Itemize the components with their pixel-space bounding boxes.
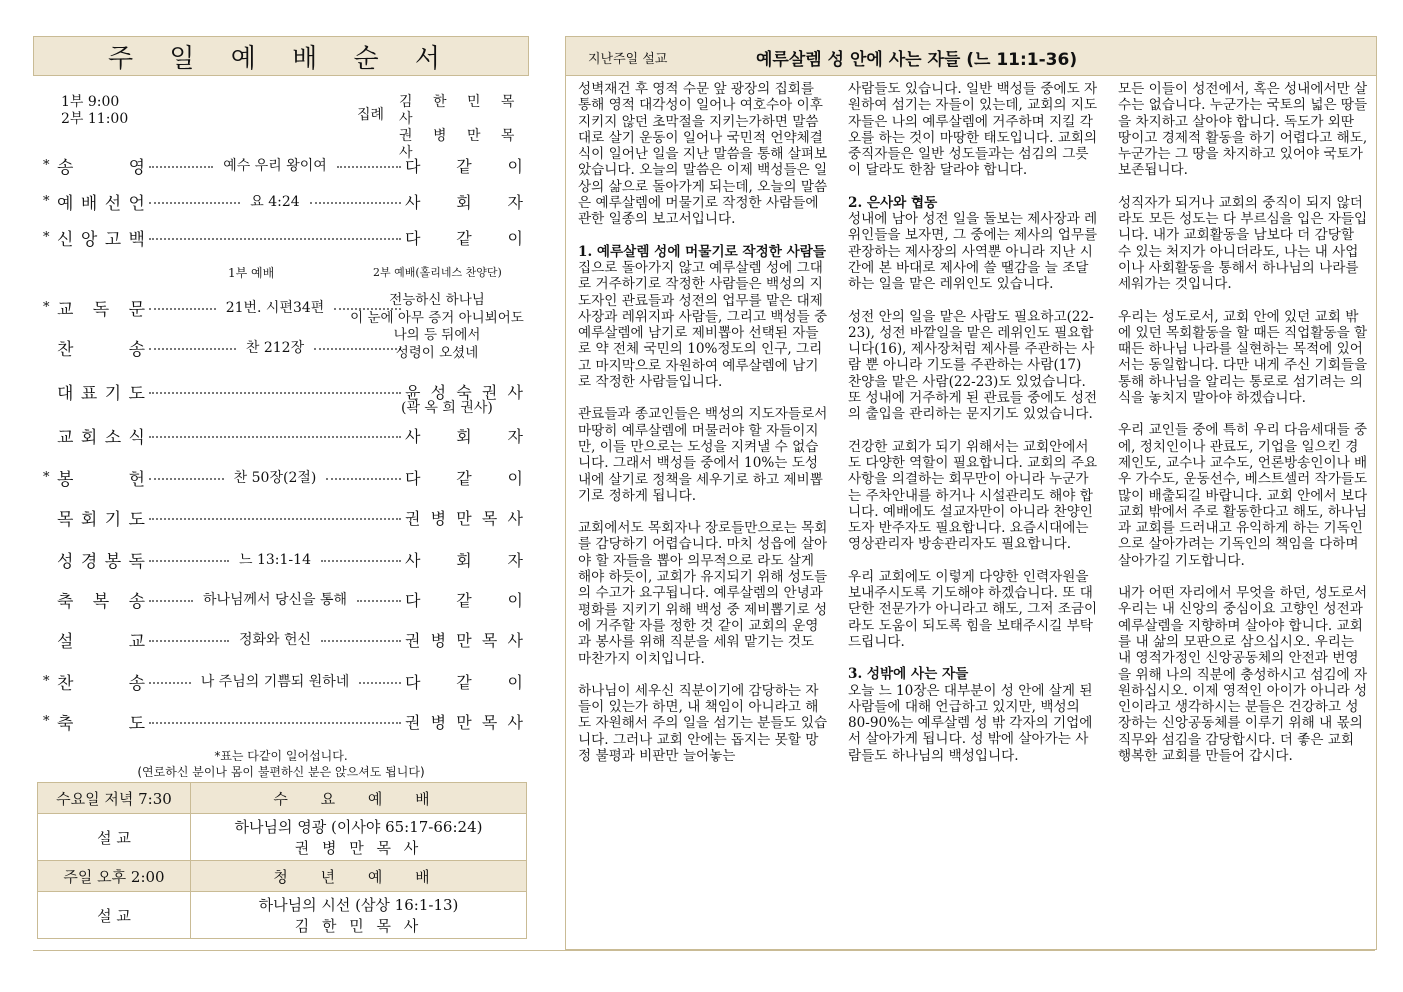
sermon-paragraph: 건강한 교회가 되기 위해서는 교회안에서도 다양한 역할이 필요합니다. 교회의 주요사항을 의결하는 회무만이 아니라 누군가는 주차안내를 하거나 시설관리도 해야 합니다. 예배에도 설교자만이 아니라 찬양인도자 반주자도 필요합니다. 요즘시대에는 영상관리자 방송관리자도 필요합니다. (848, 438, 1098, 553)
order-item: 설 교 정화와 헌신 권 병 만 목 사 (43, 626, 523, 652)
order-item: 찬 송 찬 212장 (43, 334, 523, 360)
sermon-column-1 (578, 81, 828, 764)
sermon-paragraph: 사람들도 있습니다. 일반 백성들 중에도 자원하여 섬기는 자들이 있는데, 교회의 지도자들은 나의 예루살렘에 거주하며 지킬 각오를 하는 것이 마땅한 태도입니다. 교회의 중직자들은 일반 성도들과는 섬김의 그릇이 달라도 한참 달라야 합니다. (848, 81, 1098, 179)
item-label: 예 배 선 언 (57, 193, 145, 214)
sermon-paragraph: 우리 교인들 중에 특히 우리 다음세대들 중에, 정치인이나 관료도, 기업을 일으킨 경제인도, 교수나 교수도, 언론방송인이나 배우 가수도, 운동선수, 베스트셀러 작가들도 많이 배출되길 바랍니다. 교회 안에서 보다 교회 밖에서 주로 활동한다고 해도, 하나님과 교회를 드러내고 유익하게 하는 기독인으로 살아가려는 기독인의 책임을 다하며 살아가길 기도합니다. (1118, 422, 1368, 569)
sermon-paragraph (578, 504, 828, 520)
item-label: 찬 송 (57, 339, 145, 360)
order-item: * 교 독 문 21번. 시편34편 (43, 294, 523, 320)
item-label: 찬 송 (57, 673, 145, 694)
order-item: * 축 도 권 병 만 목 사 (43, 708, 523, 734)
item-label: 봉 헌 (57, 469, 145, 490)
sermon-paragraph: 모든 이들이 성전에서, 혹은 성내에서만 살 수는 없습니다. 누군가는 국토의 넓은 땅들을 차지하고 살아야 합니다. 독도가 외딴 땅이고 경제적 활동을 하기 어렵다고 해도, 누군가는 그 땅을 차지하고 있어야 국토가 보존됩니다. (1118, 81, 1368, 179)
sermon-paragraph (1118, 406, 1368, 422)
order-title: 주 일 예 배 순 서 (33, 36, 529, 76)
item-label: 대 표 기 도 (57, 383, 145, 404)
sit-note: (연로하신 분이나 몸이 불편하신 분은 앉으셔도 됩니다) (137, 765, 425, 779)
item-label: 교 회 소 식 (57, 427, 145, 448)
sermon-paragraph (578, 228, 828, 244)
sub-second: 2부 예배(홀리네스 찬양단) (373, 266, 502, 279)
order-item: * 예 배 선 언 요 4:24 사 회 자 (43, 188, 523, 214)
order-item: 교 회 소 식 사 회 자 (43, 422, 523, 448)
pastors: 김 한 민 목 사 권 병 만 목 사 (399, 94, 523, 161)
sermon-paragraph: 성직자가 되거나 교회의 중직이 되지 않더라도 모든 성도는 다 부르심을 입은 자들입니다. 내가 교회활동을 남보다 더 감당할 수 있는 처지가 아니더라도, 나는 내 사업이나 사회활동을 통해서 하나님의 나라를 세워가는 것입니다. (1118, 194, 1368, 293)
sermon-paragraph (578, 667, 828, 683)
order-item: 목 회 기 도 권 병 만 목 사 (43, 504, 523, 530)
item-label: 축 복 송 (57, 591, 145, 612)
order-item: * 송 영 예수 우리 왕이여 다 같 이 (43, 152, 523, 178)
item-label: 송 영 (57, 157, 145, 178)
order-item: * 신 앙 고 백 다 같 이 (43, 224, 523, 250)
last-week-label: 지난주일 설교 (588, 52, 668, 67)
sermon-paragraph: 관료들과 종교인들은 백성의 지도자들로서 마땅히 예루살렘에 머물러야 할 자들이지만, 이들 만으로는 도성을 지켜낼 수 없습니다. 그래서 백성들 중에서 10%는 도성 내에 살기로 정책을 세우기로 하고 제비뽑기로 정하게 됩니다. (578, 406, 828, 504)
sermon-paragraph (848, 293, 1098, 309)
order-item: * 찬 송 나 주님의 기쁨되 원하네 다 같 이 (43, 668, 523, 694)
item-label: 축 도 (57, 713, 145, 734)
weekly-services: 수요일 저녁 7:30 수 요 예 배 설 교 하나님의 영광 (이사야 65:17-66:24) 권 병 만 목 사 주일 오후 2:00 청 년 예 배 설 교 하나님의 시선 (삼상 16:1-13) 김 한 민 목 사 (37, 782, 527, 939)
sermon-paragraph: 내가 어떤 자리에서 무엇을 하던, 성도로서 우리는 내 신앙의 중심이요 고향인 성전과 예루살렘을 지향하며 살아야 합니다. 교회를 내 삶의 모판으로 삼으십시오. 우리는 내 영적가정인 신앙공동체의 안전과 번영을 위해 나의 직분에 충성하시고 섬김에 자원하십시오. 이제 영적인 아이가 아니라 성인이라고 생각하시는 분들은 건강하고 성장하는 신앙공동체를 이루기 위해 내 몫의 직무와 섬김을 감당합시다. 더 좋은 교회 행복한 교회를 만들어 갑시다. (1118, 585, 1368, 764)
bottom-rule (33, 950, 1375, 951)
sermon-paragraph: 성벽재건 후 영적 수문 앞 광장의 집회를 통해 영적 대각성이 일어나 여호수아 이후 지키지 않던 초막절을 지키는가하면 말씀대로 살기 운동이 일어나 국민적 언약체결식이 일어난 일을 지난 말씀을 통해 살펴보았습니다. 오늘의 말씀은 이제 백성들은 일상의 삶으로 돌아가게 되는데, 오늘의 말씀은 예루살렘에 머물기로 작정한 사람들에 관한 일종의 보고서입니다. (578, 81, 828, 228)
prayer-sub: (곽 옥 희 권사) (401, 400, 493, 416)
stand-note: *표는 다같이 일어섭니다. (214, 749, 348, 763)
service-times: 1부 9:00 2부 11:00 (61, 94, 129, 127)
sermon-paragraph: 하나님이 세우신 직분이기에 감당하는 자들이 있는가 하면, 내 책임이 아니라고 해도 자원해서 주의 일을 섬기는 분들도 있습니다. 그러나 교회 안에는 돕지는 못할 망정 불평과 비판만 늘어놓는 (578, 682, 828, 764)
sermon-paragraph (578, 390, 828, 406)
sermon-column-2 (848, 81, 1098, 764)
sermon-paragraph: 교회에서도 목회자나 장로들만으로는 목회를 감당하기 어렵습니다. 마치 성읍에 살아야 할 자들을 뽑아 의무적으로 라도 살게 해야 하듯이, 교회가 유지되기 위해 성도들의 수고가 요구됩니다. 예루살렘의 안녕과 평화를 지키기 위해 백성 중 제비뽑기로 성에 거주할 자를 정한 것 같이 교회의 운영과 봉사를 위해 직분을 세워 맡기는 것도 마찬가지 이치입니다. (578, 520, 828, 667)
item-label: 성 경 봉 독 (57, 551, 145, 572)
sermon-summary (565, 36, 1377, 950)
order-item: 성 경 봉 독 느 13:1-14 사 회 자 (43, 546, 523, 572)
sermon-paragraph (848, 179, 1098, 195)
sermon-paragraph (1118, 569, 1368, 585)
worship-order (33, 36, 529, 935)
sermon-paragraph: 3. 성밖에 사는 자들 (848, 666, 969, 683)
item-label: 신 앙 고 백 (57, 229, 145, 250)
sermon-title: 예루살렘 성 안에 사는 자들 (느 11:1-36) (756, 50, 1078, 70)
order-item: * 봉 헌 찬 50장(2절) 다 같 이 (43, 464, 523, 490)
sermon-paragraph (848, 423, 1098, 439)
sermon-column-3 (1118, 81, 1368, 764)
sermon-paragraph: 우리 교회에도 이렇게 다양한 인력자원을 보내주시도록 기도해야 하겠습니다. 또 대단한 전문가가 아니라고 해도, 그저 조금이라도 도움이 되도록 힘을 보태주시길 부탁드립니다. (848, 568, 1098, 650)
item-label: 교 독 문 (57, 299, 145, 320)
item-label: 설 교 (57, 631, 145, 652)
sermon-paragraph: 오늘 느 10장은 대부분이 성 안에 살게 된 사람들에 대해 언급하고 있지만, 백성의 80-90%는 예루살렘 성 밖 각자의 기업에서 살아가게 됩니다. 성 밖에 살아가는 사람들도 하나님의 백성입니다. (848, 682, 1093, 764)
order-item: 축 복 송 하나님께서 당신을 통해 다 같 이 (43, 586, 523, 612)
sermon-paragraph: 성전 안의 일을 맡은 사람도 필요하고(22-23), 성전 바깥일을 맡은 레위인도 필요합니다(16), 제사장처럼 제사를 주관하는 사람 뿐 아니라 기도를 주관하는 사람(17) 찬양을 맡은 사람(22-23)도 있었습니다. 또 성내에 거주하게 된 관료들 중에도 성전의 출입을 관리하는 문지기도 있었습니다. (848, 308, 1098, 423)
sermon-paragraph (1118, 179, 1368, 195)
sermon-paragraph: 집으로 돌아가지 않고 예루살렘 성에 그대로 거주하기로 작정한 사람들은 백성의 지도자인 관료들과 성전의 업무를 맡은 대제사장과 레위지파 사람들, 그리고 백성들 중 예루살렘에 남기로 제비뽑아 선택된 자들로 약 전체 국민의 10%정도의 인구, 그리고 마지막으로 자원하여 예루살렘에 남기로 작정한 사람들입니다. (578, 259, 828, 391)
sub-first: 1부 예배 (228, 266, 275, 280)
leader-label: 집례 (357, 107, 385, 123)
sermon-paragraph: 1. 예루살렘 성에 머물기로 작정한 사람들 (578, 243, 826, 260)
sermon-paragraph (848, 650, 1098, 666)
sermon-paragraph: 우리는 성도로서, 교회 안에 있던 교회 밖에 있던 목회활동을 할 때든 직업활동을 할 때든 하나님 나라를 실현하는 목적에 있어서는 동일합니다. 다만 내게 주신 기회들을 통해 하나님을 알리는 통로로 섬기려는 의식을 놓치지 말아야 하겠습니다. (1118, 308, 1368, 407)
sermon-paragraph (1118, 293, 1368, 309)
sermon-paragraph: 성내에 남아 성전 일을 돌보는 제사장과 레위인들을 보자면, 그 중에는 제사의 업무를 관장하는 제사장의 사역뿐 아니라 지난 시간에 본 바대로 제사에 쓸 땔감을 늘 조달하는 일을 맡은 레위인도 있습니다. (848, 211, 1098, 293)
sermon-paragraph (848, 553, 1098, 569)
choir-list: 전능하신 하나님 이 눈에 아무 증거 아니뵈어도 나의 등 뒤에서 성령이 오셨네 (350, 292, 524, 361)
order-item: 대 표 기 도 윤 성 숙 권 사 (43, 378, 523, 404)
sermon-paragraph: 2. 은사와 협동 (848, 194, 938, 211)
item-label: 목 회 기 도 (57, 509, 145, 530)
